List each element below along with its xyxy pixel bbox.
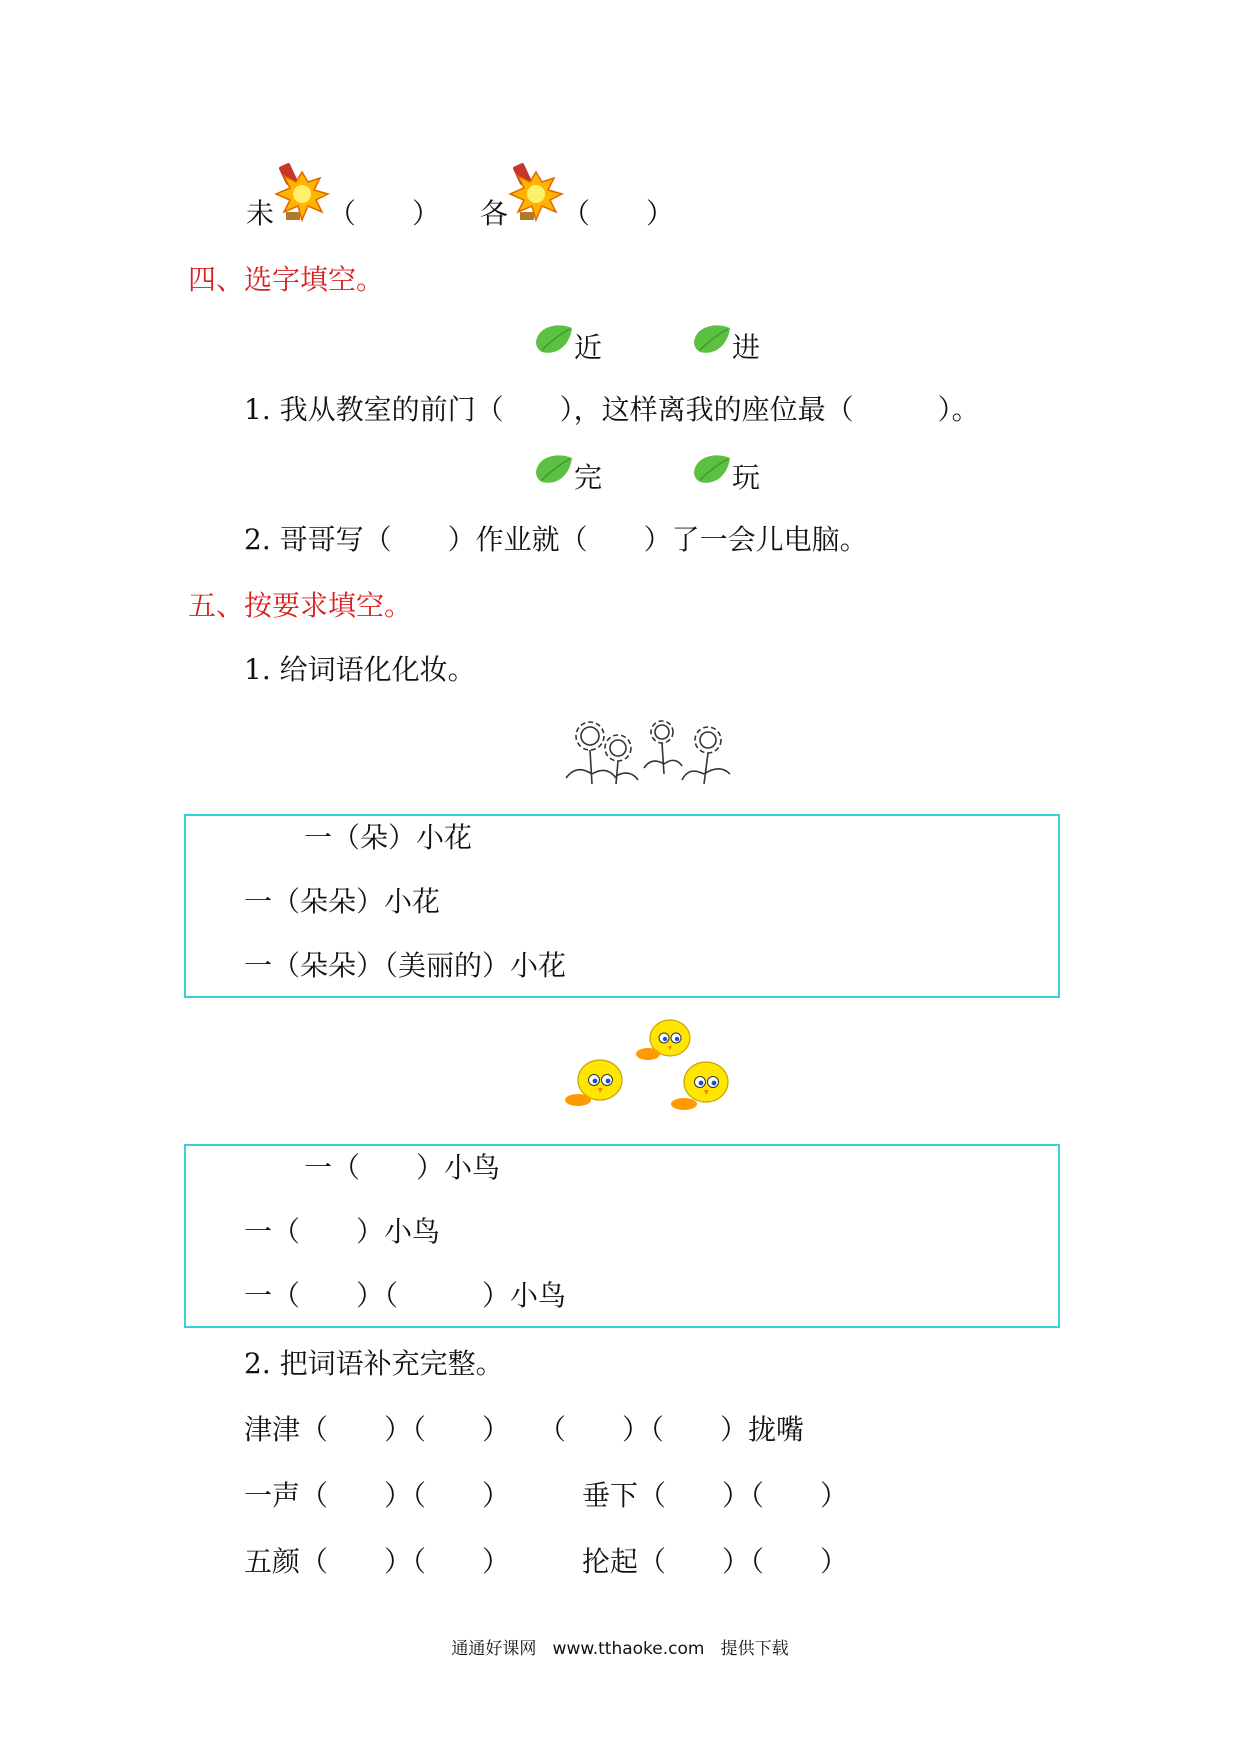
option-jin-enter: 进 bbox=[732, 331, 761, 364]
section5-title: 五、按要求填空。 bbox=[188, 589, 413, 622]
leaf-icon bbox=[692, 452, 732, 486]
idiom-row-1-left[interactable]: 津津（ ）（ ） bbox=[244, 1413, 511, 1446]
leaf-icon bbox=[534, 452, 574, 486]
footer-source: 通通好课网 www.tthaoke.com 提供下载 bbox=[451, 1639, 789, 1659]
bird-line-1[interactable]: 一（ ）小鸟 bbox=[304, 1151, 501, 1184]
idiom-row-3-right[interactable]: 抡起（ ）（ ） bbox=[582, 1545, 849, 1578]
option-jin-near: 近 bbox=[574, 331, 603, 364]
bird-line-2[interactable]: 一（ ）小鸟 bbox=[244, 1215, 441, 1248]
idiom-row-2-right[interactable]: 垂下（ ）（ ） bbox=[582, 1479, 849, 1512]
bird-line-3[interactable]: 一（ ）（ ）小鸟 bbox=[244, 1279, 567, 1312]
idiom-row-3-left[interactable]: 五颜（ ）（ ） bbox=[244, 1545, 511, 1578]
leaf-icon bbox=[534, 322, 574, 356]
firecracker-icon bbox=[272, 162, 332, 226]
firecracker-icon bbox=[506, 162, 566, 226]
question-4-2: 2. 哥哥写（ ）作业就（ ）了一会儿电脑。 bbox=[244, 523, 868, 556]
flowers-icon bbox=[560, 718, 740, 788]
yellow-birds-icon bbox=[558, 1010, 744, 1120]
option-wan-finish: 完 bbox=[574, 461, 603, 494]
blank-wei[interactable]: （ ） bbox=[328, 197, 441, 230]
idiom-row-1-right[interactable]: （ ）（ ）拢嘴 bbox=[538, 1413, 805, 1446]
char-wei: 未 bbox=[246, 197, 275, 230]
flower-line-3: 一（朵朵）（美丽的）小花 bbox=[244, 949, 567, 982]
flower-line-2: 一（朵朵）小花 bbox=[244, 885, 441, 918]
char-ge: 各 bbox=[480, 197, 509, 230]
blank-ge[interactable]: （ ） bbox=[562, 197, 675, 230]
question-5-1: 1. 给词语化化妆。 bbox=[244, 653, 476, 686]
option-wan-play: 玩 bbox=[732, 461, 761, 494]
idiom-row-2-left[interactable]: 一声（ ）（ ） bbox=[244, 1479, 511, 1512]
flower-line-1: 一（朵）小花 bbox=[304, 821, 473, 854]
question-5-2: 2. 把词语补充完整。 bbox=[244, 1347, 504, 1380]
section4-title: 四、选字填空。 bbox=[188, 263, 385, 296]
question-4-1: 1. 我从教室的前门（ ），这样离我的座位最（ ）。 bbox=[244, 393, 980, 426]
leaf-icon bbox=[692, 322, 732, 356]
